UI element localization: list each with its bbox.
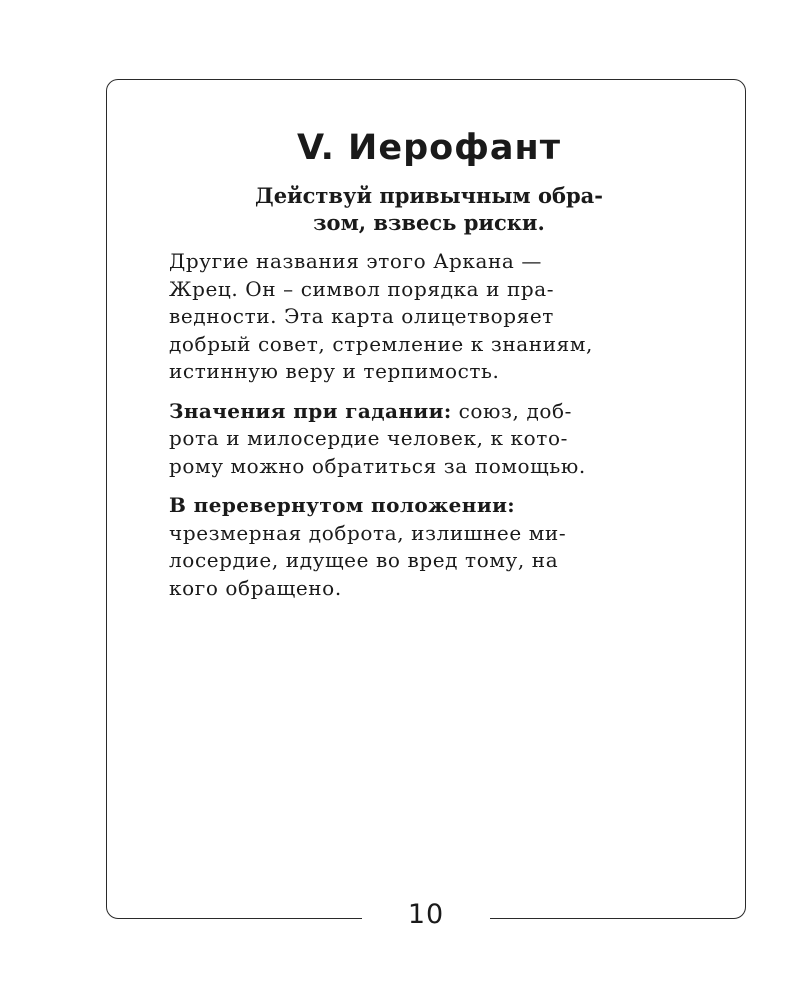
- meaning-line: рому можно обратиться за помощью.: [169, 453, 586, 478]
- intro-paragraph: [169, 248, 689, 386]
- subtitle-line: зом, взвесь риски.: [313, 210, 545, 235]
- meaning-text: союз, доб-: [451, 398, 572, 423]
- card-subtitle: [169, 182, 689, 236]
- intro-line: истинную веру и терпимость.: [169, 359, 500, 383]
- intro-line: добрый совет, стремление к знаниям,: [169, 331, 593, 356]
- meaning-line: [169, 398, 689, 426]
- reversed-paragraph: [169, 492, 689, 602]
- reversed-line: лосердие, идущее во вред тому, на: [169, 548, 559, 572]
- intro-line: Другие названия этого Аркана —: [169, 249, 542, 273]
- card-content: [169, 118, 689, 602]
- meaning-line: рота и милосердие человек, к кото-: [169, 426, 568, 450]
- intro-line: ведности. Эта карта олицетворяет: [169, 304, 554, 328]
- reversed-label: В перевернутом положении:: [169, 493, 516, 517]
- reversed-line: кого обращено.: [169, 575, 342, 600]
- meaning-label: Значения при гадании:: [169, 398, 452, 423]
- subtitle-line: Действуй привычным обра-: [255, 183, 603, 208]
- reversed-line: [169, 492, 689, 520]
- intro-line: Жрец. Он – символ порядка и пра-: [169, 276, 555, 301]
- card-title: V. Иерофант: [297, 128, 561, 168]
- page-number: 10: [407, 899, 445, 930]
- reversed-line: чрезмерная доброта, излишнее ми-: [169, 520, 567, 545]
- meaning-paragraph: [169, 398, 689, 481]
